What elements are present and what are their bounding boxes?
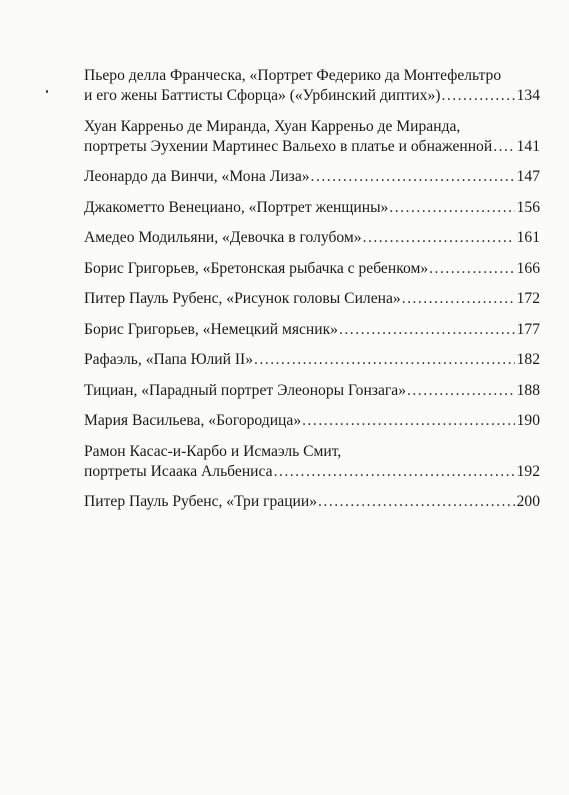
toc-entry-last-line [84, 492, 540, 512]
toc-entry-title-line: Тициан, «Парадный портрет Элеоноры Гонзага» [84, 381, 406, 399]
toc-entry-title-line: портреты Исаака Альбениса [84, 462, 273, 480]
toc-entry-last-line [84, 137, 540, 157]
dot-leader [318, 492, 515, 512]
toc-entry [84, 289, 540, 309]
toc-entry-last-line [84, 86, 540, 106]
dot-leader [429, 259, 514, 279]
toc-entry-title-line: Рафаэль, «Папа Юлий II» [84, 351, 254, 368]
toc-page-number: 166 [516, 259, 540, 277]
toc-entry [84, 442, 540, 482]
toc-entry-last-line [84, 381, 540, 401]
toc-entry [84, 492, 540, 512]
toc-entry-title-line: Леонардо да Винчи, «Мона Лиза» [84, 168, 310, 185]
toc-entry [84, 381, 540, 401]
toc-entry [84, 198, 540, 218]
dot-leader [363, 228, 515, 248]
toc-entry-last-line [84, 228, 540, 248]
toc-entry-title-line: Джакометто Венециано, «Портрет женщины» [84, 198, 389, 216]
toc-page-number: 192 [516, 462, 540, 480]
toc-page-number: 161 [516, 229, 540, 246]
toc-page-number: 182 [516, 351, 540, 368]
toc-entry [84, 167, 540, 187]
toc-page-number: 200 [516, 493, 540, 510]
toc-entry-last-line [84, 462, 540, 482]
toc-entry [84, 259, 540, 279]
dot-leader [302, 411, 514, 431]
toc-entry-last-line [84, 167, 540, 187]
toc-entry [84, 117, 540, 157]
toc-entry [84, 411, 540, 431]
toc-page-number: 141 [516, 137, 540, 155]
dot-leader [339, 320, 515, 340]
dot-leader [441, 86, 514, 106]
toc-entry-last-line [84, 198, 540, 218]
toc-entry-last-line [84, 411, 540, 431]
table-of-contents [84, 66, 540, 523]
toc-entry-title-line: Питер Пауль Рубенс, «Три грации» [84, 493, 318, 510]
toc-page-number: 134 [516, 87, 540, 104]
toc-entry-title-line: Пьеро делла Франческа, «Портрет Федерико да Монтефельтро [84, 67, 502, 84]
toc-entry-last-line [84, 350, 540, 370]
toc-entry [84, 320, 540, 340]
toc-entry-title-line: портреты Эухении Мартинес Вальехо в платье и обнаженной [84, 137, 493, 155]
toc-entry-last-line [84, 259, 540, 279]
toc-entry-title-line: Мария Васильева, «Богородица» [84, 412, 302, 429]
toc-entry-last-line [84, 320, 540, 340]
toc-entry [84, 66, 540, 106]
dot-leader [407, 381, 515, 401]
dot-leader [493, 137, 514, 157]
toc-page-number: 177 [516, 320, 540, 338]
toc-entry-title-line: Хуан Карреньо де Миранда, Хуан Карреньо де Миранда, [84, 117, 461, 135]
dot-leader [274, 462, 515, 482]
toc-page-number: 147 [516, 168, 540, 185]
toc-page-number: 156 [516, 198, 540, 216]
toc-entry-last-line [84, 289, 540, 309]
toc-entry-title-line: Борис Григорьев, «Немецкий мясник» [84, 320, 338, 338]
toc-entry-title-line: и его жены Баттисты Сфорца» («Урбинский диптих») [84, 87, 441, 104]
dot-leader [254, 350, 515, 370]
dot-leader [402, 289, 515, 309]
toc-entry-title-line: Рамон Касас-и-Карбо и Исмаэль Смит, [84, 442, 342, 460]
toc-entry-title-line: Борис Григорьев, «Бретонская рыбачка с ребенком» [84, 259, 429, 277]
ink-speck [46, 90, 48, 93]
dot-leader [311, 167, 515, 187]
toc-entry-title-line: Питер Пауль Рубенс, «Рисунок головы Силена» [84, 290, 401, 307]
dot-leader [389, 198, 514, 218]
toc-page-number: 172 [516, 290, 540, 307]
toc-page-number: 188 [516, 381, 540, 399]
toc-entry [84, 228, 540, 248]
toc-page-number: 190 [516, 412, 540, 429]
toc-entry [84, 350, 540, 370]
toc-entry-title-line: Амедео Модильяни, «Девочка в голубом» [84, 229, 362, 246]
